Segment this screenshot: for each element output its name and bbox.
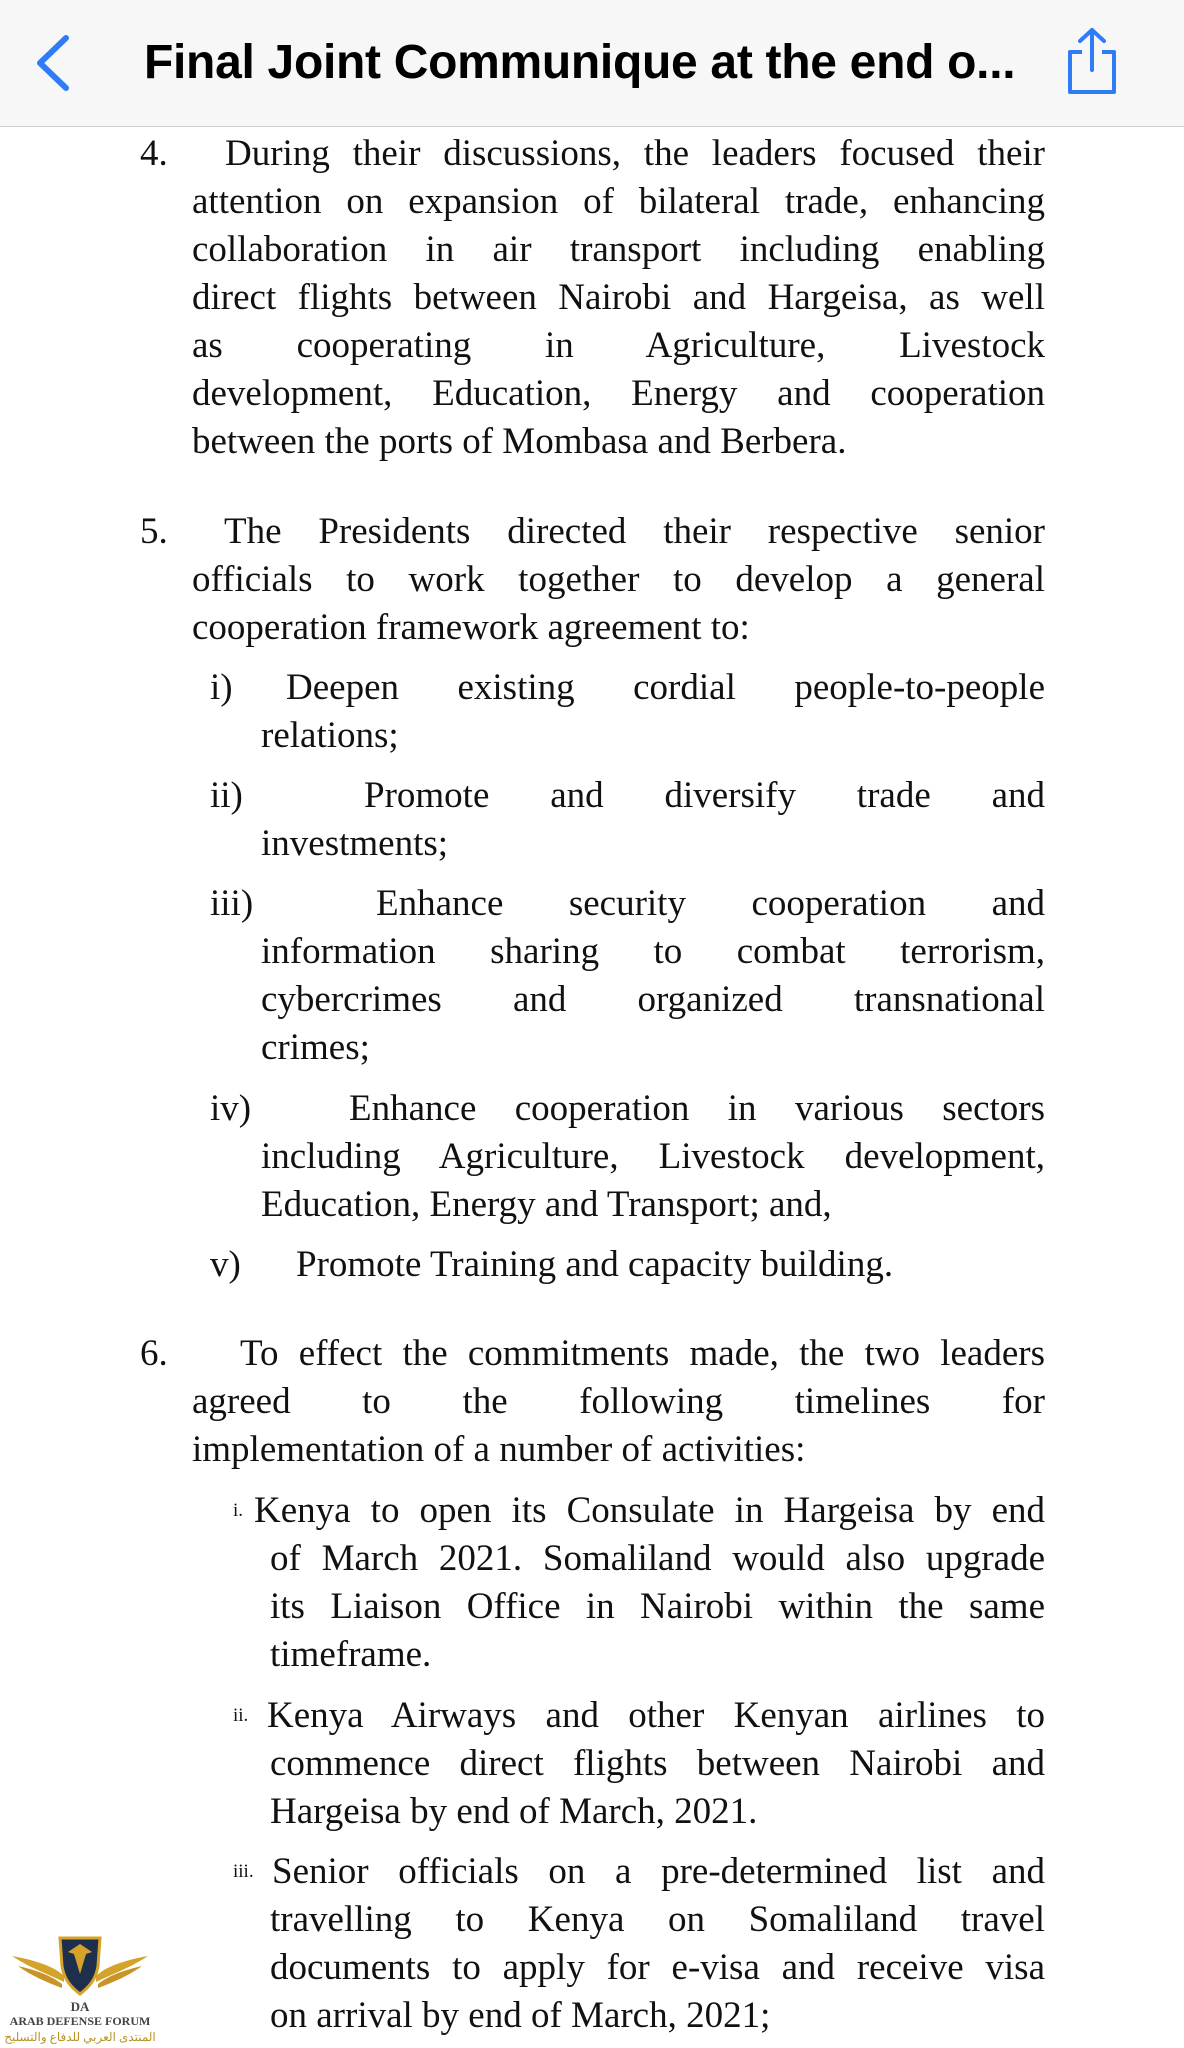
list-item-line: cybercrimes and organized transnational (261, 979, 1045, 1020)
paragraph-line: between the ports of Mombasa and Berbera. (192, 421, 847, 462)
document-page (0, 127, 1184, 2048)
list-item-line: its Liaison Office in Nairobi within the same (270, 1586, 1045, 1627)
list-item-line: Senior officials on a pre-determined list and (272, 1851, 1045, 1892)
document-title: Final Joint Communique at the end o... (144, 36, 1016, 89)
share-icon (1060, 26, 1124, 98)
list-item-line: timeframe. (270, 1634, 432, 1675)
logo-name: ARAB DEFENSE FORUM (9, 2014, 151, 2028)
paragraph-line: collaboration in air transport including enabling (192, 229, 1045, 270)
paragraph-line: To effect the commitments made, the two leaders (240, 1333, 1045, 1374)
list-item-line: Deepen existing cordial people-to-people (286, 667, 1045, 708)
list-item-line: Hargeisa by end of March, 2021. (270, 1791, 758, 1832)
paragraph-line: direct flights between Nairobi and Hargeisa, as well (192, 277, 1045, 318)
paragraph-line: agreed to the following timelines for (192, 1381, 1045, 1422)
list-item-line: commence direct flights between Nairobi and (270, 1743, 1045, 1784)
chevron-left-icon (30, 32, 80, 94)
list-marker: iii) (210, 883, 254, 924)
list-marker: ii. (233, 1705, 249, 1726)
list-item-line: Kenya Airways and other Kenyan airlines to (267, 1695, 1045, 1736)
list-item-line: Education, Energy and Transport; and, (261, 1184, 832, 1225)
list-marker: i. (233, 1500, 244, 1521)
list-marker: iv) (210, 1088, 252, 1129)
share-button[interactable] (1060, 26, 1124, 98)
list-item-line: travelling to Kenya on Somaliland travel (270, 1899, 1045, 1940)
list-item-line: on arrival by end of March, 2021; (270, 1995, 771, 2036)
list-item-line: of March 2021. Somaliland would also upgrade (270, 1538, 1045, 1579)
list-item-line: crimes; (261, 1027, 370, 1068)
list-item-line: Promote and diversify trade and (364, 775, 1045, 816)
paragraph-line: cooperation framework agreement to: (192, 607, 750, 648)
logo-mark: DA (70, 1999, 90, 2014)
paragraph-number: 6. (140, 1333, 168, 1374)
list-item-line: Promote Training and capacity building. (296, 1244, 894, 1285)
paragraph-line: The Presidents directed their respective senior (224, 511, 1045, 552)
list-item-line: documents to apply for e-visa and receive visa (270, 1947, 1045, 1988)
paragraph-line: implementation of a number of activities: (192, 1429, 806, 1470)
paragraph-line: During their discussions, the leaders focused their (225, 133, 1045, 174)
logo-name-arabic: المنتدى العربي للدفاع والتسليح (4, 2030, 156, 2044)
navigation-bar (0, 0, 1184, 127)
paragraph-number: 4. (140, 133, 168, 174)
list-marker: i) (210, 667, 233, 708)
paragraph-line: attention on expansion of bilateral trade, enhancing (192, 181, 1045, 222)
paragraph-number: 5. (140, 511, 168, 552)
list-item-line: information sharing to combat terrorism, (261, 931, 1045, 972)
list-item-line: including Agriculture, Livestock development, (261, 1136, 1045, 1177)
back-button[interactable] (30, 32, 80, 94)
arab-defense-forum-logo (4, 1930, 156, 2048)
paragraph-line: development, Education, Energy and cooperation (192, 373, 1045, 414)
list-item-line: Enhance security cooperation and (376, 883, 1045, 924)
paragraph-line: officials to work together to develop a general (192, 559, 1045, 600)
eagle-shield-icon (4, 1930, 156, 2002)
list-item-line: Kenya to open its Consulate in Hargeisa by end (254, 1490, 1045, 1531)
list-marker: ii) (210, 775, 243, 816)
list-item-line: investments; (261, 823, 449, 864)
list-item-line: relations; (261, 715, 399, 756)
list-marker: v) (210, 1244, 241, 1285)
paragraph-line: as cooperating in Agriculture, Livestock (192, 325, 1045, 366)
list-item-line: Enhance cooperation in various sectors (349, 1088, 1045, 1129)
list-marker: iii. (233, 1861, 254, 1882)
